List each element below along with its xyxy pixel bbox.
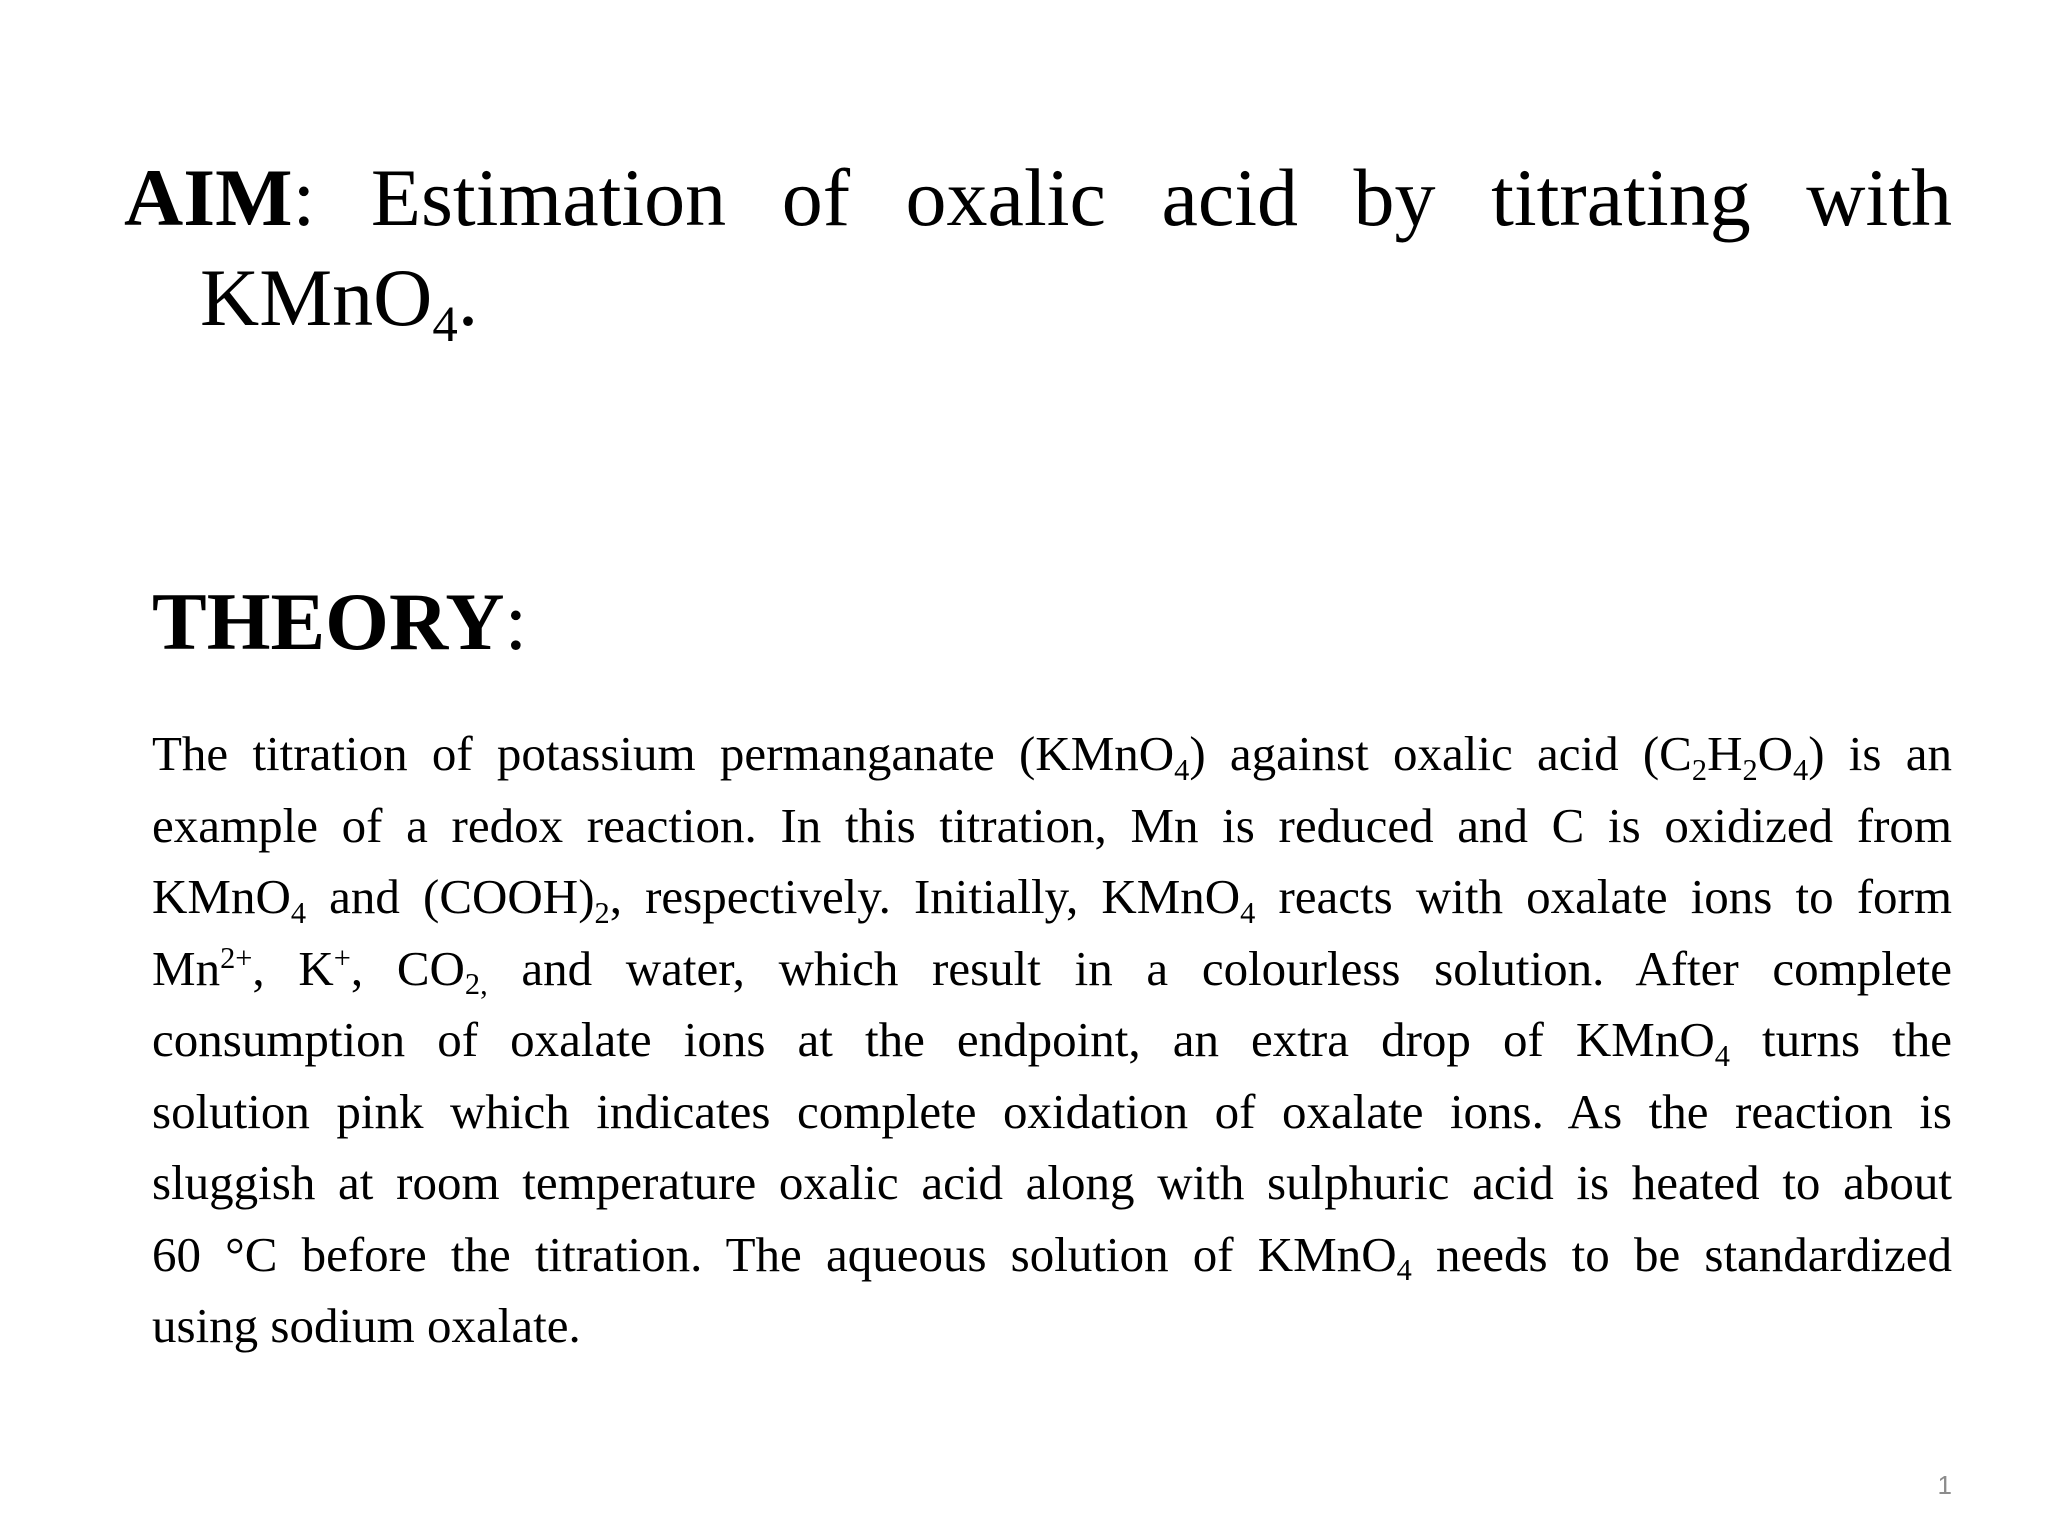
- text-run: and (COOH): [306, 869, 595, 924]
- aim-word: titrating: [1491, 152, 1751, 243]
- superscript: +: [333, 940, 351, 975]
- subscript: 2: [594, 895, 610, 930]
- theory-line: [152, 1290, 1952, 1362]
- text-run: and water, which result in a colourless solution. After complete: [487, 940, 1952, 996]
- subscript: 4: [1714, 1038, 1730, 1073]
- theory-paragraph: [152, 718, 1952, 1362]
- aim-word: by: [1353, 152, 1436, 243]
- text-run: turns the: [1729, 1012, 1952, 1067]
- text-run: 60 °C before the titration. The aqueous solution of KMnO: [152, 1226, 1397, 1282]
- text-run: H: [1707, 726, 1743, 781]
- text-run: reacts with oxalate ions to form: [1255, 869, 1952, 924]
- text-run: sluggish at room temperature oxalic acid along with sulphuric acid is heated to about: [152, 1155, 1952, 1210]
- aim-word: of: [781, 152, 851, 243]
- text-run: , respectively. Initially, KMnO: [609, 869, 1241, 924]
- theory-heading: [152, 572, 527, 672]
- text-run: consumption of oxalate ions at the endpoint, an extra drop of KMnO: [152, 1012, 1715, 1067]
- subscript: 4: [1240, 895, 1256, 930]
- text-run: Mn: [152, 940, 221, 996]
- aim-formula-subscript: 4: [432, 296, 458, 353]
- subscript: 2: [1691, 752, 1708, 787]
- subscript: 2: [1742, 752, 1758, 787]
- theory-label: THEORY: [152, 576, 505, 667]
- subscript: 4: [290, 895, 307, 930]
- theory-line: [152, 718, 1952, 790]
- theory-line: [152, 861, 1952, 933]
- text-run: The titration of potassium permanganate (KMnO: [152, 726, 1175, 781]
- theory-line: [152, 1219, 1952, 1291]
- text-run: ) against oxalic acid (C: [1189, 726, 1692, 781]
- text-run: ) is an: [1808, 726, 1953, 781]
- aim-word: acid: [1161, 152, 1299, 243]
- subscript: 2,: [464, 967, 488, 1002]
- text-run: O: [1757, 726, 1794, 781]
- text-run: , CO: [350, 940, 465, 996]
- theory-line: [152, 790, 1952, 862]
- theory-line: [152, 933, 1952, 1005]
- aim-line: [124, 148, 1952, 248]
- aim-formula-base: KMnO: [200, 252, 433, 343]
- theory-line: [152, 1076, 1952, 1148]
- theory-separator: :: [504, 576, 528, 667]
- text-run: needs to be standardized: [1411, 1226, 1952, 1282]
- subscript: 4: [1396, 1253, 1412, 1288]
- aim-word: Estimation: [370, 152, 727, 243]
- aim-formula-end: .: [457, 252, 479, 343]
- aim-label: AIM: [124, 152, 293, 243]
- text-run: example of a redox reaction. In this titration, Mn is reduced and C is oxidized from: [152, 797, 1952, 853]
- text-run: using sodium oxalate.: [152, 1298, 581, 1353]
- text-run: solution pink which indicates complete oxidation of oxalate ions. As the reaction is: [152, 1083, 1952, 1139]
- aim-word: with: [1806, 152, 1953, 243]
- theory-line: [152, 1004, 1952, 1076]
- text-run: KMnO: [152, 869, 291, 924]
- aim-formula: [200, 248, 479, 353]
- page-number: 1: [1937, 1470, 1952, 1500]
- subscript: 4: [1793, 752, 1809, 787]
- aim-separator: :: [292, 152, 316, 243]
- subscript: 4: [1174, 752, 1190, 787]
- aim-word: oxalic: [905, 152, 1106, 243]
- theory-line: [152, 1147, 1952, 1219]
- superscript: 2+: [220, 940, 253, 975]
- text-run: , K: [252, 940, 334, 996]
